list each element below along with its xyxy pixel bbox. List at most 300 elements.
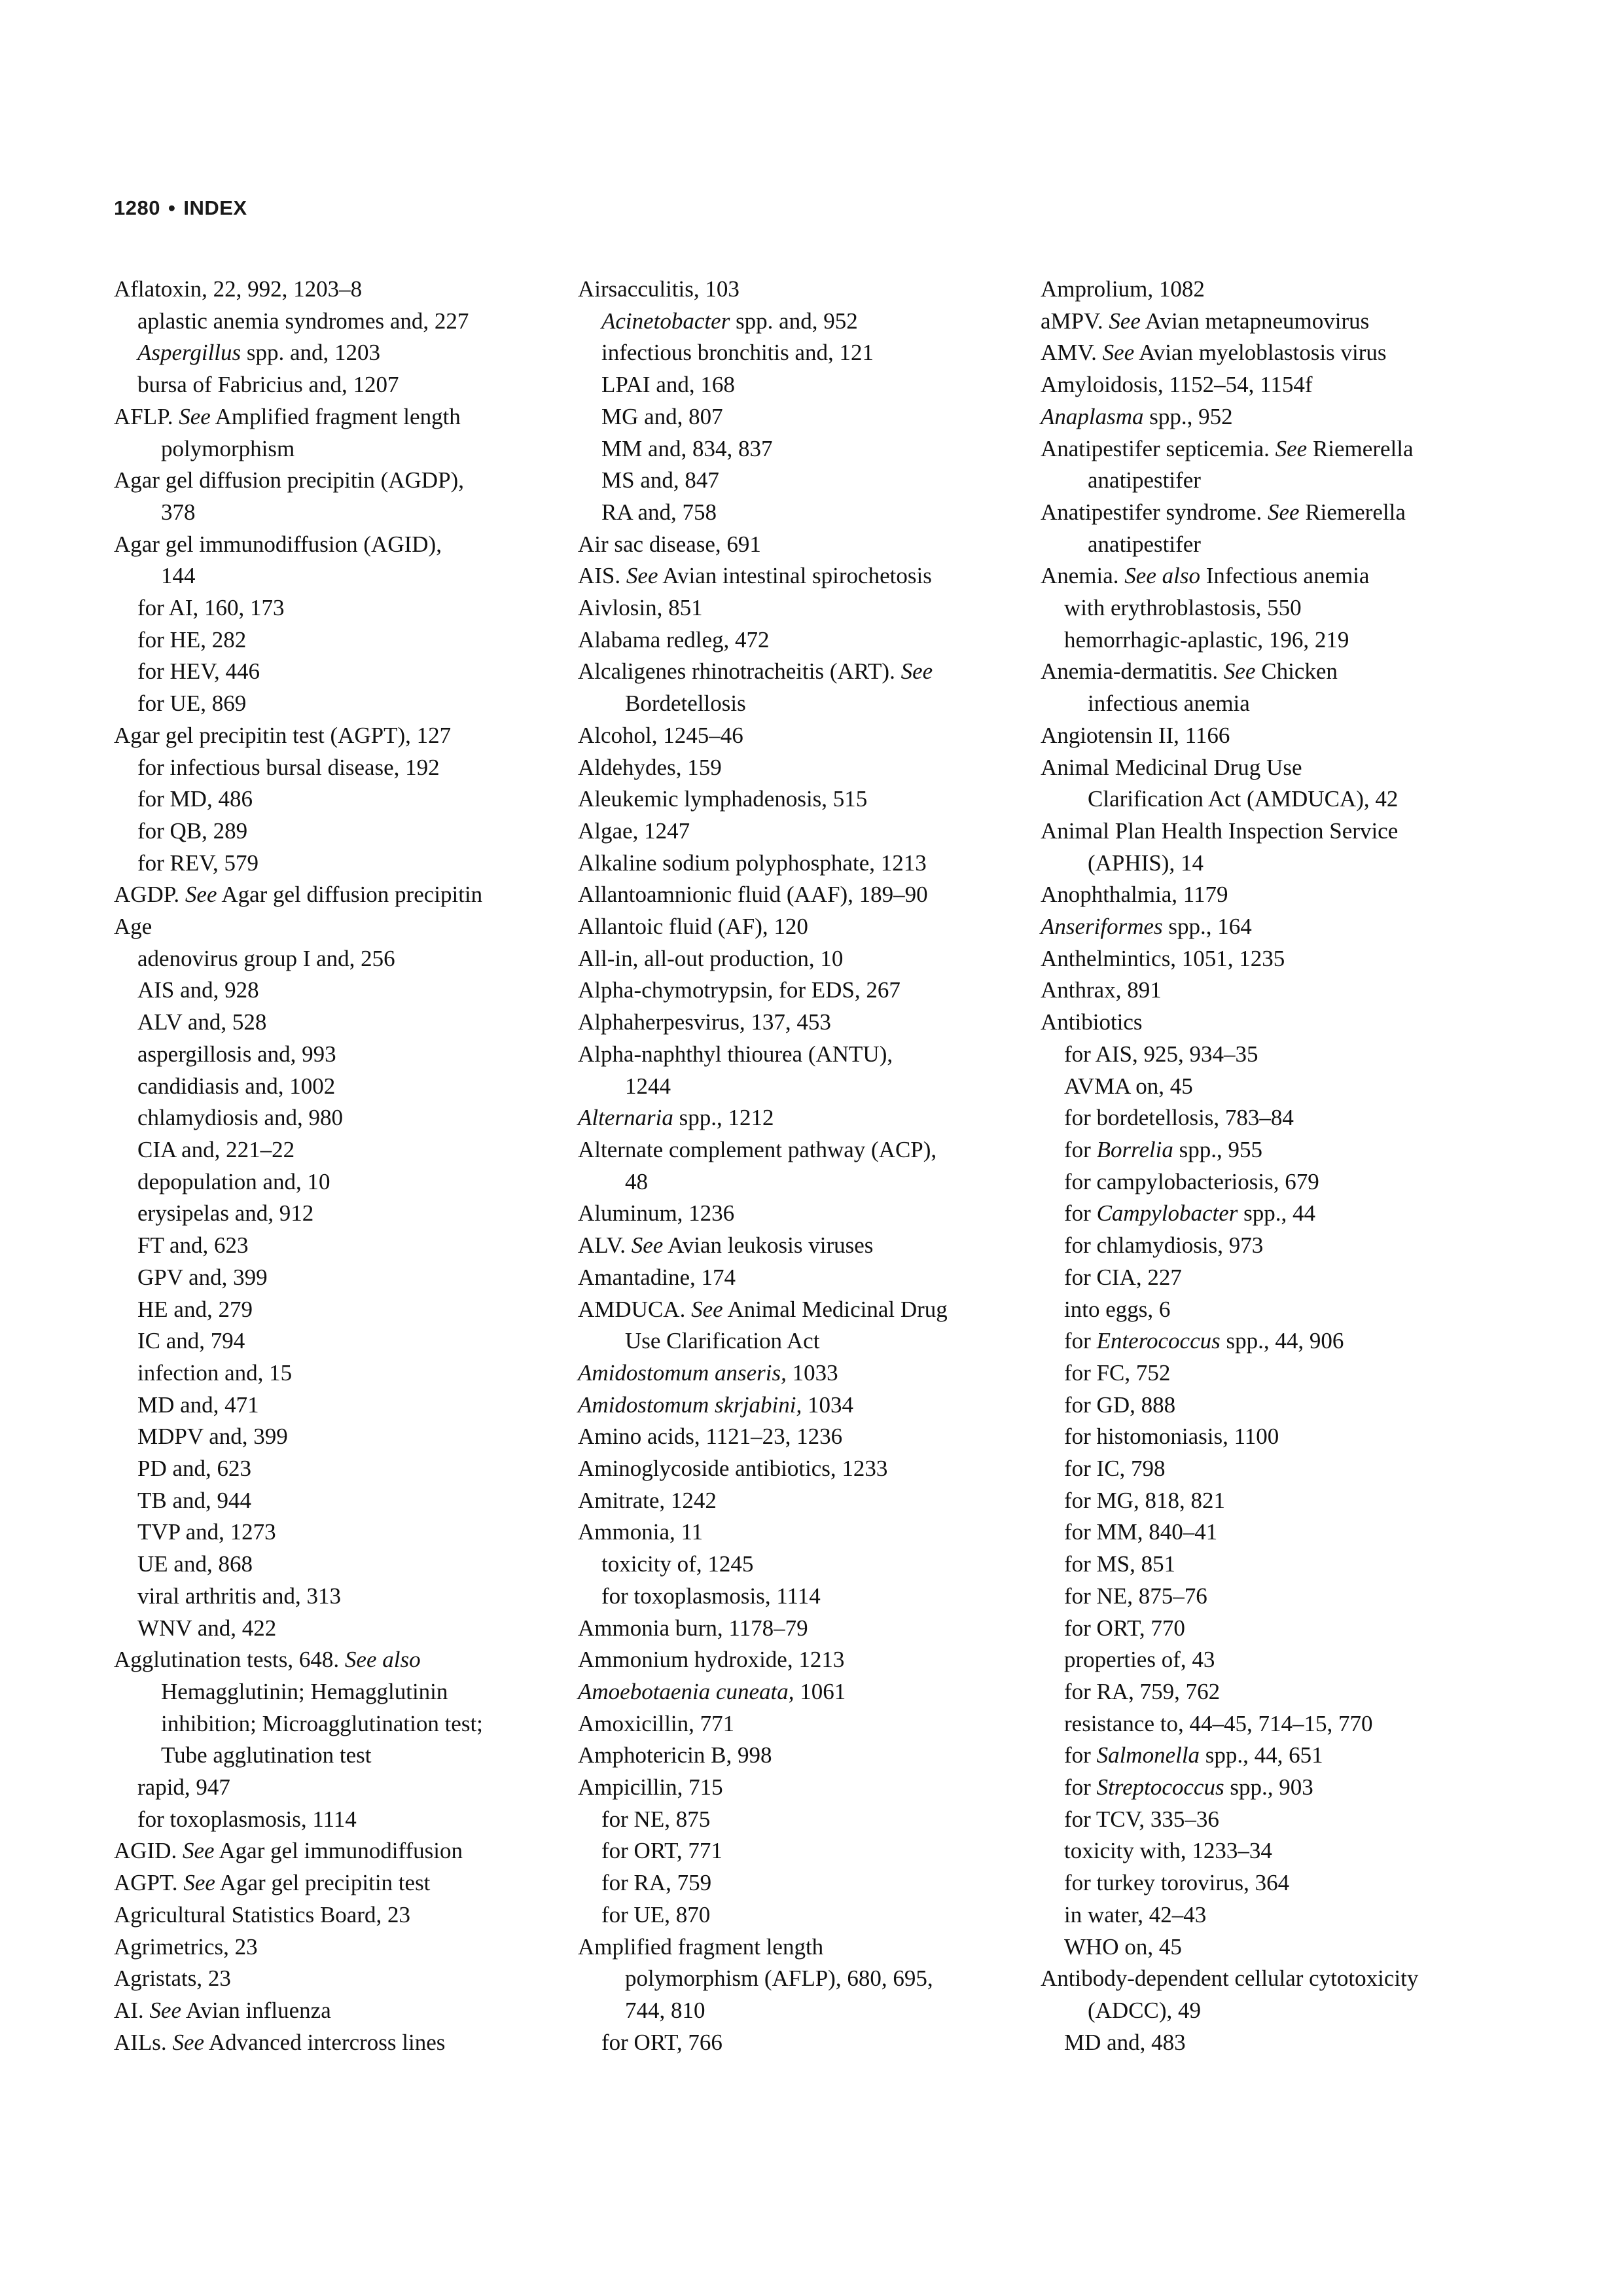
index-continuation — [1041, 465, 1512, 497]
index-entry — [578, 1294, 1023, 1326]
index-entry — [1041, 720, 1512, 752]
index-subentry — [1041, 1899, 1512, 1931]
italic-text: See — [1275, 435, 1308, 461]
entry-text: for REV, 579 — [137, 850, 259, 876]
italic-text: See — [149, 1997, 182, 2023]
index-subentry — [114, 1294, 559, 1326]
entry-text: Agar gel diffusion precipitin — [217, 882, 483, 908]
index-subentry — [114, 624, 559, 656]
index-entry — [1041, 369, 1512, 401]
index-entry — [114, 1963, 559, 1995]
entry-text: Angiotensin II, 1166 — [1041, 722, 1230, 748]
entry-text: infectious anemia — [1088, 691, 1250, 717]
entry-text: AMDUCA. — [578, 1296, 692, 1322]
index-entry — [1041, 752, 1512, 784]
index-entry — [1041, 274, 1512, 306]
index-subentry — [1041, 1134, 1512, 1166]
entry-text: Amyloidosis, 1152–54, 1154f — [1041, 372, 1313, 398]
entry-text: Tube agglutination test — [161, 1742, 372, 1768]
index-subentry — [114, 1071, 559, 1103]
index-subentry — [578, 306, 1023, 338]
index-subentry — [1041, 1166, 1512, 1198]
entry-text: HE and, 279 — [137, 1296, 253, 1322]
entry-text: for ORT, 771 — [601, 1838, 722, 1864]
index-entry — [578, 752, 1023, 784]
entry-text: for HEV, 446 — [137, 658, 260, 685]
index-entry — [114, 465, 559, 497]
bullet-separator: • — [168, 196, 176, 219]
index-continuation — [1041, 529, 1512, 561]
index-subentry — [1041, 1931, 1512, 1964]
entry-text: in water, 42–43 — [1064, 1901, 1207, 1928]
index-entry — [1041, 1963, 1512, 1995]
index-entry — [1041, 401, 1512, 433]
index-entry — [578, 911, 1023, 943]
index-subentry — [1041, 1708, 1512, 1740]
entry-text: for chlamydiosis, 973 — [1064, 1232, 1264, 1259]
entry-text: Riemerella — [1307, 435, 1414, 461]
index-entry — [578, 1740, 1023, 1772]
index-subentry — [578, 433, 1023, 465]
index-entry — [578, 529, 1023, 561]
entry-text: spp., 164 — [1162, 914, 1252, 940]
entry-text: for histomoniasis, 1100 — [1064, 1424, 1279, 1450]
entry-text: depopulation and, 10 — [137, 1168, 330, 1194]
index-entry — [114, 1931, 559, 1964]
index-entry — [578, 1453, 1023, 1485]
index-subentry — [114, 592, 559, 624]
entry-text: Avian leukosis viruses — [663, 1232, 874, 1259]
italic-text: See — [1268, 499, 1300, 525]
index-subentry — [1041, 1867, 1512, 1899]
index-entry — [114, 911, 559, 943]
entry-text: Animal Plan Health Inspection Service — [1041, 817, 1399, 844]
entry-text: MM and, 834, 837 — [601, 435, 773, 461]
entry-text: spp., 44, 651 — [1200, 1742, 1323, 1768]
index-subentry — [578, 337, 1023, 369]
entry-text: properties of, 43 — [1064, 1647, 1215, 1673]
italic-text: Anseriformes — [1041, 914, 1163, 940]
index-subentry — [578, 1867, 1023, 1899]
entry-text: TB and, 944 — [137, 1487, 252, 1513]
entry-text: 1033 — [786, 1359, 838, 1386]
entry-text: Agglutination tests, 648. — [114, 1647, 345, 1673]
entry-text: for — [1064, 1742, 1097, 1768]
entry-text: RA and, 758 — [601, 499, 717, 525]
entry-text: AFLP. — [114, 403, 179, 429]
entry-text: UE and, 868 — [137, 1551, 253, 1577]
entry-text: rapid, 947 — [137, 1774, 230, 1801]
index-subentry — [1041, 1357, 1512, 1390]
index-subentry — [114, 1102, 559, 1134]
entry-text: Aivlosin, 851 — [578, 595, 703, 621]
entry-text: AMV. — [1041, 340, 1103, 366]
entry-text: Amplified fragment length — [578, 1933, 824, 1960]
index-subentry — [578, 1835, 1023, 1867]
index-entry — [114, 1995, 559, 2027]
entry-text: AI. — [114, 1997, 150, 2023]
index-subentry — [114, 943, 559, 975]
entry-text: for NE, 875 — [601, 1806, 711, 1832]
index-entry — [578, 1198, 1023, 1230]
index-continuation — [578, 1166, 1023, 1198]
index-entry — [1041, 943, 1512, 975]
entry-text: (APHIS), 14 — [1088, 850, 1204, 876]
index-subentry — [114, 1772, 559, 1804]
index-subentry — [114, 1262, 559, 1294]
index-entry — [578, 1676, 1023, 1708]
index-entry — [578, 1516, 1023, 1549]
index-subentry — [114, 656, 559, 688]
index-subentry — [114, 1166, 559, 1198]
entry-text: Allantoamnionic fluid (AAF), 189–90 — [578, 882, 928, 908]
italic-text: See — [1109, 308, 1141, 334]
entry-text: TVP and, 1273 — [137, 1519, 276, 1545]
index-continuation — [114, 1676, 559, 1708]
index-entry — [1041, 816, 1512, 848]
index-subentry — [114, 1804, 559, 1836]
italic-text: Amoebotaenia cuneata, — [578, 1678, 794, 1704]
entry-text: for UE, 869 — [137, 691, 247, 717]
index-subentry — [114, 816, 559, 848]
index-subentry — [1041, 1294, 1512, 1326]
entry-text: Avian intestinal spirochetosis — [658, 563, 932, 589]
entry-text: for ORT, 770 — [1064, 1615, 1185, 1641]
entry-text: for TCV, 335–36 — [1064, 1806, 1219, 1832]
italic-text: Alternaria — [578, 1105, 673, 1131]
index-entry — [1041, 879, 1512, 911]
italic-text: See — [631, 1232, 664, 1259]
entry-text: MD and, 483 — [1064, 2029, 1186, 2055]
index-subentry — [114, 1581, 559, 1613]
index-entry — [578, 720, 1023, 752]
index-entry — [578, 1613, 1023, 1645]
index-subentry — [114, 1325, 559, 1357]
index-entry — [578, 560, 1023, 592]
entry-text: Airsacculitis, 103 — [578, 276, 740, 302]
entry-text: PD and, 623 — [137, 1456, 252, 1482]
entry-text: 1061 — [794, 1678, 846, 1704]
index-continuation — [1041, 688, 1512, 720]
entry-text: for UE, 870 — [601, 1901, 711, 1928]
page-number: 1280 — [114, 196, 160, 219]
entry-text: chlamydiosis and, 980 — [137, 1105, 343, 1131]
entry-text: Ampicillin, 715 — [578, 1774, 723, 1801]
entry-text: viral arthritis and, 313 — [137, 1583, 342, 1609]
entry-text: for RA, 759, 762 — [1064, 1678, 1221, 1704]
entry-text: Anatipestifer syndrome. — [1041, 499, 1268, 525]
index-entry — [1041, 911, 1512, 943]
entry-text: for HE, 282 — [137, 626, 247, 653]
index-entry — [578, 1708, 1023, 1740]
entry-text: spp. and, 1203 — [241, 340, 381, 366]
index-subentry — [1041, 624, 1512, 656]
index-entry — [578, 592, 1023, 624]
index-subentry — [578, 465, 1023, 497]
entry-text: adenovirus group I and, 256 — [137, 945, 395, 971]
entry-text: Advanced intercross lines — [204, 2029, 446, 2055]
index-subentry — [1041, 1453, 1512, 1485]
entry-text: Amoxicillin, 771 — [578, 1710, 735, 1736]
entry-text: Ammonia burn, 1178–79 — [578, 1615, 808, 1641]
index-subentry — [114, 1390, 559, 1422]
index-entry — [578, 274, 1023, 306]
index-subentry — [578, 1804, 1023, 1836]
index-subentry — [114, 975, 559, 1007]
entry-text: CIA and, 221–22 — [137, 1136, 295, 1162]
entry-text: Animal Medicinal Drug Use — [1041, 754, 1302, 780]
index-entry — [578, 879, 1023, 911]
entry-text: GPV and, 399 — [137, 1264, 268, 1290]
index-entry — [114, 1644, 559, 1676]
index-subentry — [1041, 1835, 1512, 1867]
italic-text: See — [691, 1296, 723, 1322]
index-subentry — [1041, 1676, 1512, 1708]
entry-text: for ORT, 766 — [601, 2029, 722, 2055]
index-entry — [1041, 337, 1512, 369]
index-subentry — [114, 688, 559, 720]
italic-text: Streptococcus — [1096, 1774, 1224, 1801]
entry-text: Aluminum, 1236 — [578, 1200, 735, 1227]
index-entry — [578, 1230, 1023, 1262]
index-subentry — [1041, 1325, 1512, 1357]
entry-text: Bordetellosis — [625, 691, 746, 717]
italic-text: Enterococcus — [1096, 1328, 1221, 1354]
entry-text: 144 — [161, 563, 196, 589]
entry-text: for turkey torovirus, 364 — [1064, 1870, 1290, 1896]
index-entry — [578, 1772, 1023, 1804]
entry-text: spp., 1212 — [673, 1105, 774, 1131]
italic-text: Anaplasma — [1041, 403, 1144, 429]
entry-text: Agar gel immunodiffusion (AGID), — [114, 531, 442, 557]
italic-text: See — [185, 882, 217, 908]
index-subentry — [1041, 1740, 1512, 1772]
entry-text: Alphaherpesvirus, 137, 453 — [578, 1009, 831, 1035]
entry-text: Avian influenza — [181, 1997, 331, 2023]
entry-text: Alcohol, 1245–46 — [578, 722, 743, 748]
entry-text: toxicity of, 1245 — [601, 1551, 754, 1577]
index-subentry — [114, 848, 559, 880]
entry-text: for infectious bursal disease, 192 — [137, 754, 440, 780]
entry-text: aMPV. — [1041, 308, 1109, 334]
index-subentry — [1041, 2027, 1512, 2059]
entry-text: resistance to, 44–45, 714–15, 770 — [1064, 1710, 1373, 1736]
index-entry — [1041, 560, 1512, 592]
entry-text: bursa of Fabricius and, 1207 — [137, 372, 399, 398]
index-subentry — [1041, 1198, 1512, 1230]
entry-text: for FC, 752 — [1064, 1359, 1171, 1386]
entry-text: for MM, 840–41 — [1064, 1519, 1218, 1545]
index-column-3 — [1041, 274, 1512, 2058]
entry-text: LPAI and, 168 — [601, 372, 735, 398]
index-subentry — [1041, 1772, 1512, 1804]
entry-text: for toxoplasmosis, 1114 — [137, 1806, 357, 1832]
index-entry — [1041, 306, 1512, 338]
entry-text: spp., 44, 906 — [1220, 1328, 1344, 1354]
index-subentry — [1041, 592, 1512, 624]
index-entry — [114, 1835, 559, 1867]
index-subentry — [114, 1230, 559, 1262]
index-entry — [578, 624, 1023, 656]
entry-text: Amitrate, 1242 — [578, 1487, 717, 1513]
index-subentry — [114, 1516, 559, 1549]
index-subentry — [114, 306, 559, 338]
entry-text: aspergillosis and, 993 — [137, 1041, 336, 1067]
italic-text: See — [1102, 340, 1135, 366]
index-continuation — [114, 497, 559, 529]
index-continuation — [114, 1740, 559, 1772]
entry-text: 1244 — [625, 1073, 671, 1099]
entry-text: Amphotericin B, 998 — [578, 1742, 772, 1768]
entry-text: MG and, 807 — [601, 403, 723, 429]
italic-text: Amidostomum anseris, — [578, 1359, 787, 1386]
entry-text: Air sac disease, 691 — [578, 531, 761, 557]
index-entry — [1041, 497, 1512, 529]
index-subentry — [114, 1549, 559, 1581]
italic-text: Salmonella — [1096, 1742, 1200, 1768]
index-continuation — [578, 1963, 1023, 1995]
entry-text: Amino acids, 1121–23, 1236 — [578, 1424, 843, 1450]
index-subentry — [114, 783, 559, 816]
index-subentry — [1041, 1390, 1512, 1422]
index-entry — [578, 1421, 1023, 1453]
index-subentry — [114, 1485, 559, 1517]
index-continuation — [114, 560, 559, 592]
entry-text: 378 — [161, 499, 196, 525]
entry-text: AIS and, 928 — [137, 977, 259, 1003]
index-subentry — [114, 1007, 559, 1039]
italic-text: See also — [344, 1647, 421, 1673]
italic-text: See — [179, 403, 211, 429]
index-entry — [1041, 975, 1512, 1007]
index-entry — [578, 656, 1023, 688]
entry-text: Amantadine, 174 — [578, 1264, 736, 1290]
index-subentry — [578, 1549, 1023, 1581]
index-subentry — [114, 369, 559, 401]
italic-text: See — [626, 563, 658, 589]
entry-text: Avian myeloblastosis virus — [1134, 340, 1387, 366]
italic-text: Amidostomum skrjabini, — [578, 1391, 802, 1418]
entry-text: for GD, 888 — [1064, 1391, 1176, 1418]
index-entry — [578, 816, 1023, 848]
entry-text: for — [1064, 1774, 1097, 1801]
entry-text: Anemia. — [1041, 563, 1125, 589]
index-column-2 — [578, 274, 1023, 2058]
entry-text: MDPV and, 399 — [137, 1424, 288, 1450]
entry-text: polymorphism (AFLP), 680, 695, — [625, 1965, 933, 1992]
entry-text: Use Clarification Act — [625, 1328, 820, 1354]
index-entry — [114, 2027, 559, 2059]
entry-text: for toxoplasmosis, 1114 — [601, 1583, 821, 1609]
entry-text: Agar gel immunodiffusion — [214, 1838, 463, 1864]
entry-text: Agrimetrics, 23 — [114, 1933, 258, 1960]
entry-text: AGID. — [114, 1838, 183, 1864]
index-continuation — [578, 1325, 1023, 1357]
entry-text: for CIA, 227 — [1064, 1264, 1182, 1290]
index-subentry — [578, 369, 1023, 401]
italic-text: Acinetobacter — [601, 308, 730, 334]
entry-text: Alabama redleg, 472 — [578, 626, 770, 653]
entry-text: for MG, 818, 821 — [1064, 1487, 1225, 1513]
entry-text: Aleukemic lymphadenosis, 515 — [578, 786, 868, 812]
index-subentry — [1041, 1230, 1512, 1262]
entry-text: Agristats, 23 — [114, 1965, 231, 1992]
index-entry — [578, 783, 1023, 816]
index-subentry — [1041, 1485, 1512, 1517]
entry-text: Agricultural Statistics Board, 23 — [114, 1901, 410, 1928]
entry-text: for bordetellosis, 783–84 — [1064, 1105, 1294, 1131]
entry-text: Hemagglutinin; Hemagglutinin — [161, 1678, 448, 1704]
index-entry — [114, 879, 559, 911]
entry-text: spp., 955 — [1173, 1136, 1262, 1162]
entry-text: Aldehydes, 159 — [578, 754, 722, 780]
entry-text: into eggs, 6 — [1064, 1296, 1171, 1322]
index-continuation — [1041, 848, 1512, 880]
entry-text: Aflatoxin, 22, 992, 1203–8 — [114, 276, 363, 302]
italic-text: See — [901, 658, 933, 685]
index-subentry — [114, 752, 559, 784]
entry-text: Alpha-chymotrypsin, for EDS, 267 — [578, 977, 901, 1003]
entry-text: infection and, 15 — [137, 1359, 293, 1386]
entry-text: MS and, 847 — [601, 467, 719, 493]
entry-text: IC and, 794 — [137, 1328, 245, 1354]
index-subentry — [1041, 1071, 1512, 1103]
entry-text: Chicken — [1255, 658, 1338, 685]
entry-text: Antibiotics — [1041, 1009, 1143, 1035]
index-subentry — [1041, 1804, 1512, 1836]
entry-text: anatipestifer — [1088, 467, 1201, 493]
entry-text: for AI, 160, 173 — [137, 595, 285, 621]
entry-text: Riemerella — [1299, 499, 1406, 525]
index-subentry — [1041, 1549, 1512, 1581]
entry-text: for QB, 289 — [137, 817, 248, 844]
index-continuation — [578, 688, 1023, 720]
entry-text: WNV and, 422 — [137, 1615, 277, 1641]
index-subentry — [114, 1134, 559, 1166]
index-entry — [114, 1899, 559, 1931]
entry-text: AGDP. — [114, 882, 185, 908]
entry-text: Amprolium, 1082 — [1041, 276, 1205, 302]
index-entry — [578, 1644, 1023, 1676]
index-subentry — [114, 1357, 559, 1390]
section-title: INDEX — [183, 196, 247, 219]
entry-text: Amplified fragment length — [210, 403, 461, 429]
index-continuation — [114, 433, 559, 465]
index-entry — [114, 401, 559, 433]
entry-text: Anthrax, 891 — [1041, 977, 1162, 1003]
index-entry — [578, 1485, 1023, 1517]
entry-text: Alternate complement pathway (ACP), — [578, 1136, 937, 1162]
index-subentry — [114, 1613, 559, 1645]
entry-text: Anophthalmia, 1179 — [1041, 882, 1228, 908]
entry-text: aplastic anemia syndromes and, 227 — [137, 308, 469, 334]
entry-text: for MS, 851 — [1064, 1551, 1176, 1577]
index-entry — [114, 1867, 559, 1899]
entry-text: 1034 — [802, 1391, 853, 1418]
index-entry — [578, 1390, 1023, 1422]
index-column-1 — [114, 274, 559, 2058]
entry-text: FT and, 623 — [137, 1232, 249, 1259]
index-entry — [114, 274, 559, 306]
italic-text: See — [182, 1838, 215, 1864]
entry-text: Antibody-dependent cellular cytotoxicity — [1041, 1965, 1419, 1992]
entry-text: spp., 44 — [1238, 1200, 1315, 1227]
entry-text: candidiasis and, 1002 — [137, 1073, 336, 1099]
index-entry — [1041, 1007, 1512, 1039]
index-entry — [1041, 656, 1512, 688]
index-subentry — [578, 1899, 1023, 1931]
entry-text: ALV and, 528 — [137, 1009, 267, 1035]
